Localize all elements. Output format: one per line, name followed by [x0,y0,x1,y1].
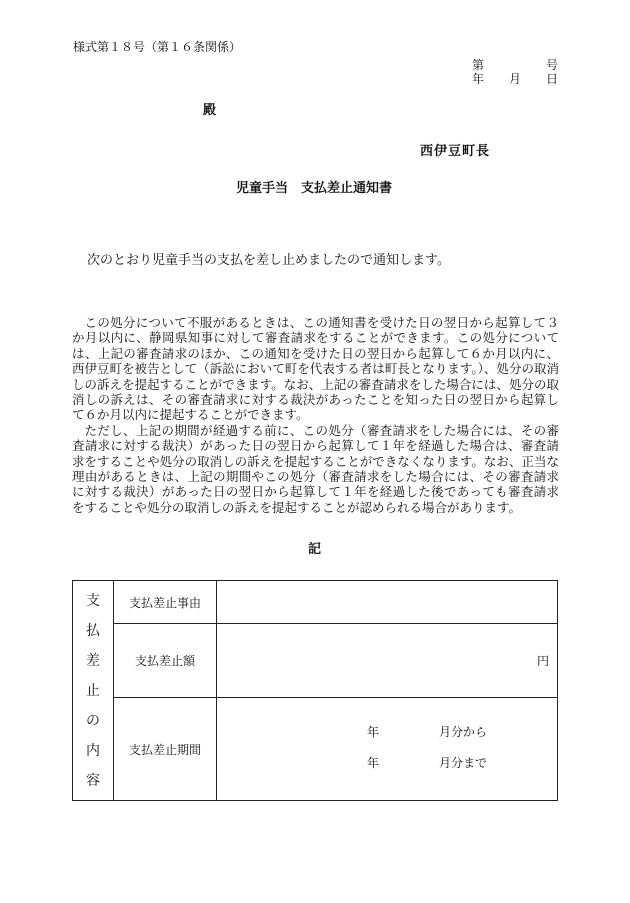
issuer-name: 西伊豆町長 [420,144,491,159]
number-suffix: 号 [545,58,558,72]
appeal-instructions [72,315,559,515]
amount-label: 支払差止額 [114,624,217,698]
vertical-header-char: 容 [86,772,100,789]
vertical-header-char: の [86,712,100,729]
date-day: 日 [545,72,558,86]
vertical-header [73,581,114,801]
date-month: 月 [508,72,521,86]
period-to-year: 年 [367,756,380,770]
notice-text: 次のとおり児童手当の支払を差し止めましたので通知します。 [87,253,450,268]
appeal-paragraph-1: この処分について不服があるときは、この通知書を受けた日の翌日から起算して３か月以内に、静岡県知事に対して審査請求をすることができます。この処分については、上記の審査請求のほか、この通知を受けた日の翌日から起算して６か月以内に、西伊豆町を被告として（訴訟において町を代表する者は町長となります。）、処分の取消しの訴えを提起することができます。なお、上記の審査請求をした場合には、処分の取消しの訴えは、その審査請求に対する裁決があったことを知った日の翌日から起算して６か月以内に提起することができます。 [72,315,559,423]
period-from-year: 年 [367,725,380,739]
vertical-header-char: 支 [86,592,100,609]
vertical-header-char: 内 [86,742,100,759]
period-from-month: 月分から [438,725,487,739]
amount-value-cell[interactable] [217,624,558,698]
vertical-header-char: 差 [86,652,100,669]
period-label: 支払差止期間 [114,698,217,801]
period-to-month: 月分まで [438,756,487,770]
suspension-details-table [72,580,558,801]
appeal-paragraph-2: ただし、上記の期間が経過する前に、この処分（審査請求をした場合には、その審査請求に対する裁決）があった日の翌日から起算して１年を経過した場合は、審査請求をすることや処分の取消しの訴えを提起することができなくなります。なお、正当な理由があるときは、上記の期間やこの処分（審査請求をした場合には、その審査請求に対する裁決）があった日の翌日から起算して１年を経過した後であっても審査請求をすることや処分の取消しの訴えを提起することが認められる場合があります。 [72,422,559,515]
document-title: 児童手当 支払差止通知書 [236,181,393,196]
period-from [367,723,487,740]
reason-label: 支払差止事由 [114,581,217,624]
addressee-honorific: 殿 [203,103,217,118]
period-value-cell[interactable] [217,698,558,801]
vertical-header-char: 払 [86,622,100,639]
reason-value-cell[interactable] [217,581,558,624]
yen-unit: 円 [536,654,549,668]
date-year: 年 [472,72,485,86]
period-to [367,754,487,771]
number-prefix: 第 [472,58,485,72]
vertical-header-char: 止 [86,682,100,699]
ki-heading: 記 [308,542,322,557]
form-number: 様式第１８号（第１６条関係） [73,40,242,54]
issue-date-line [472,70,558,87]
